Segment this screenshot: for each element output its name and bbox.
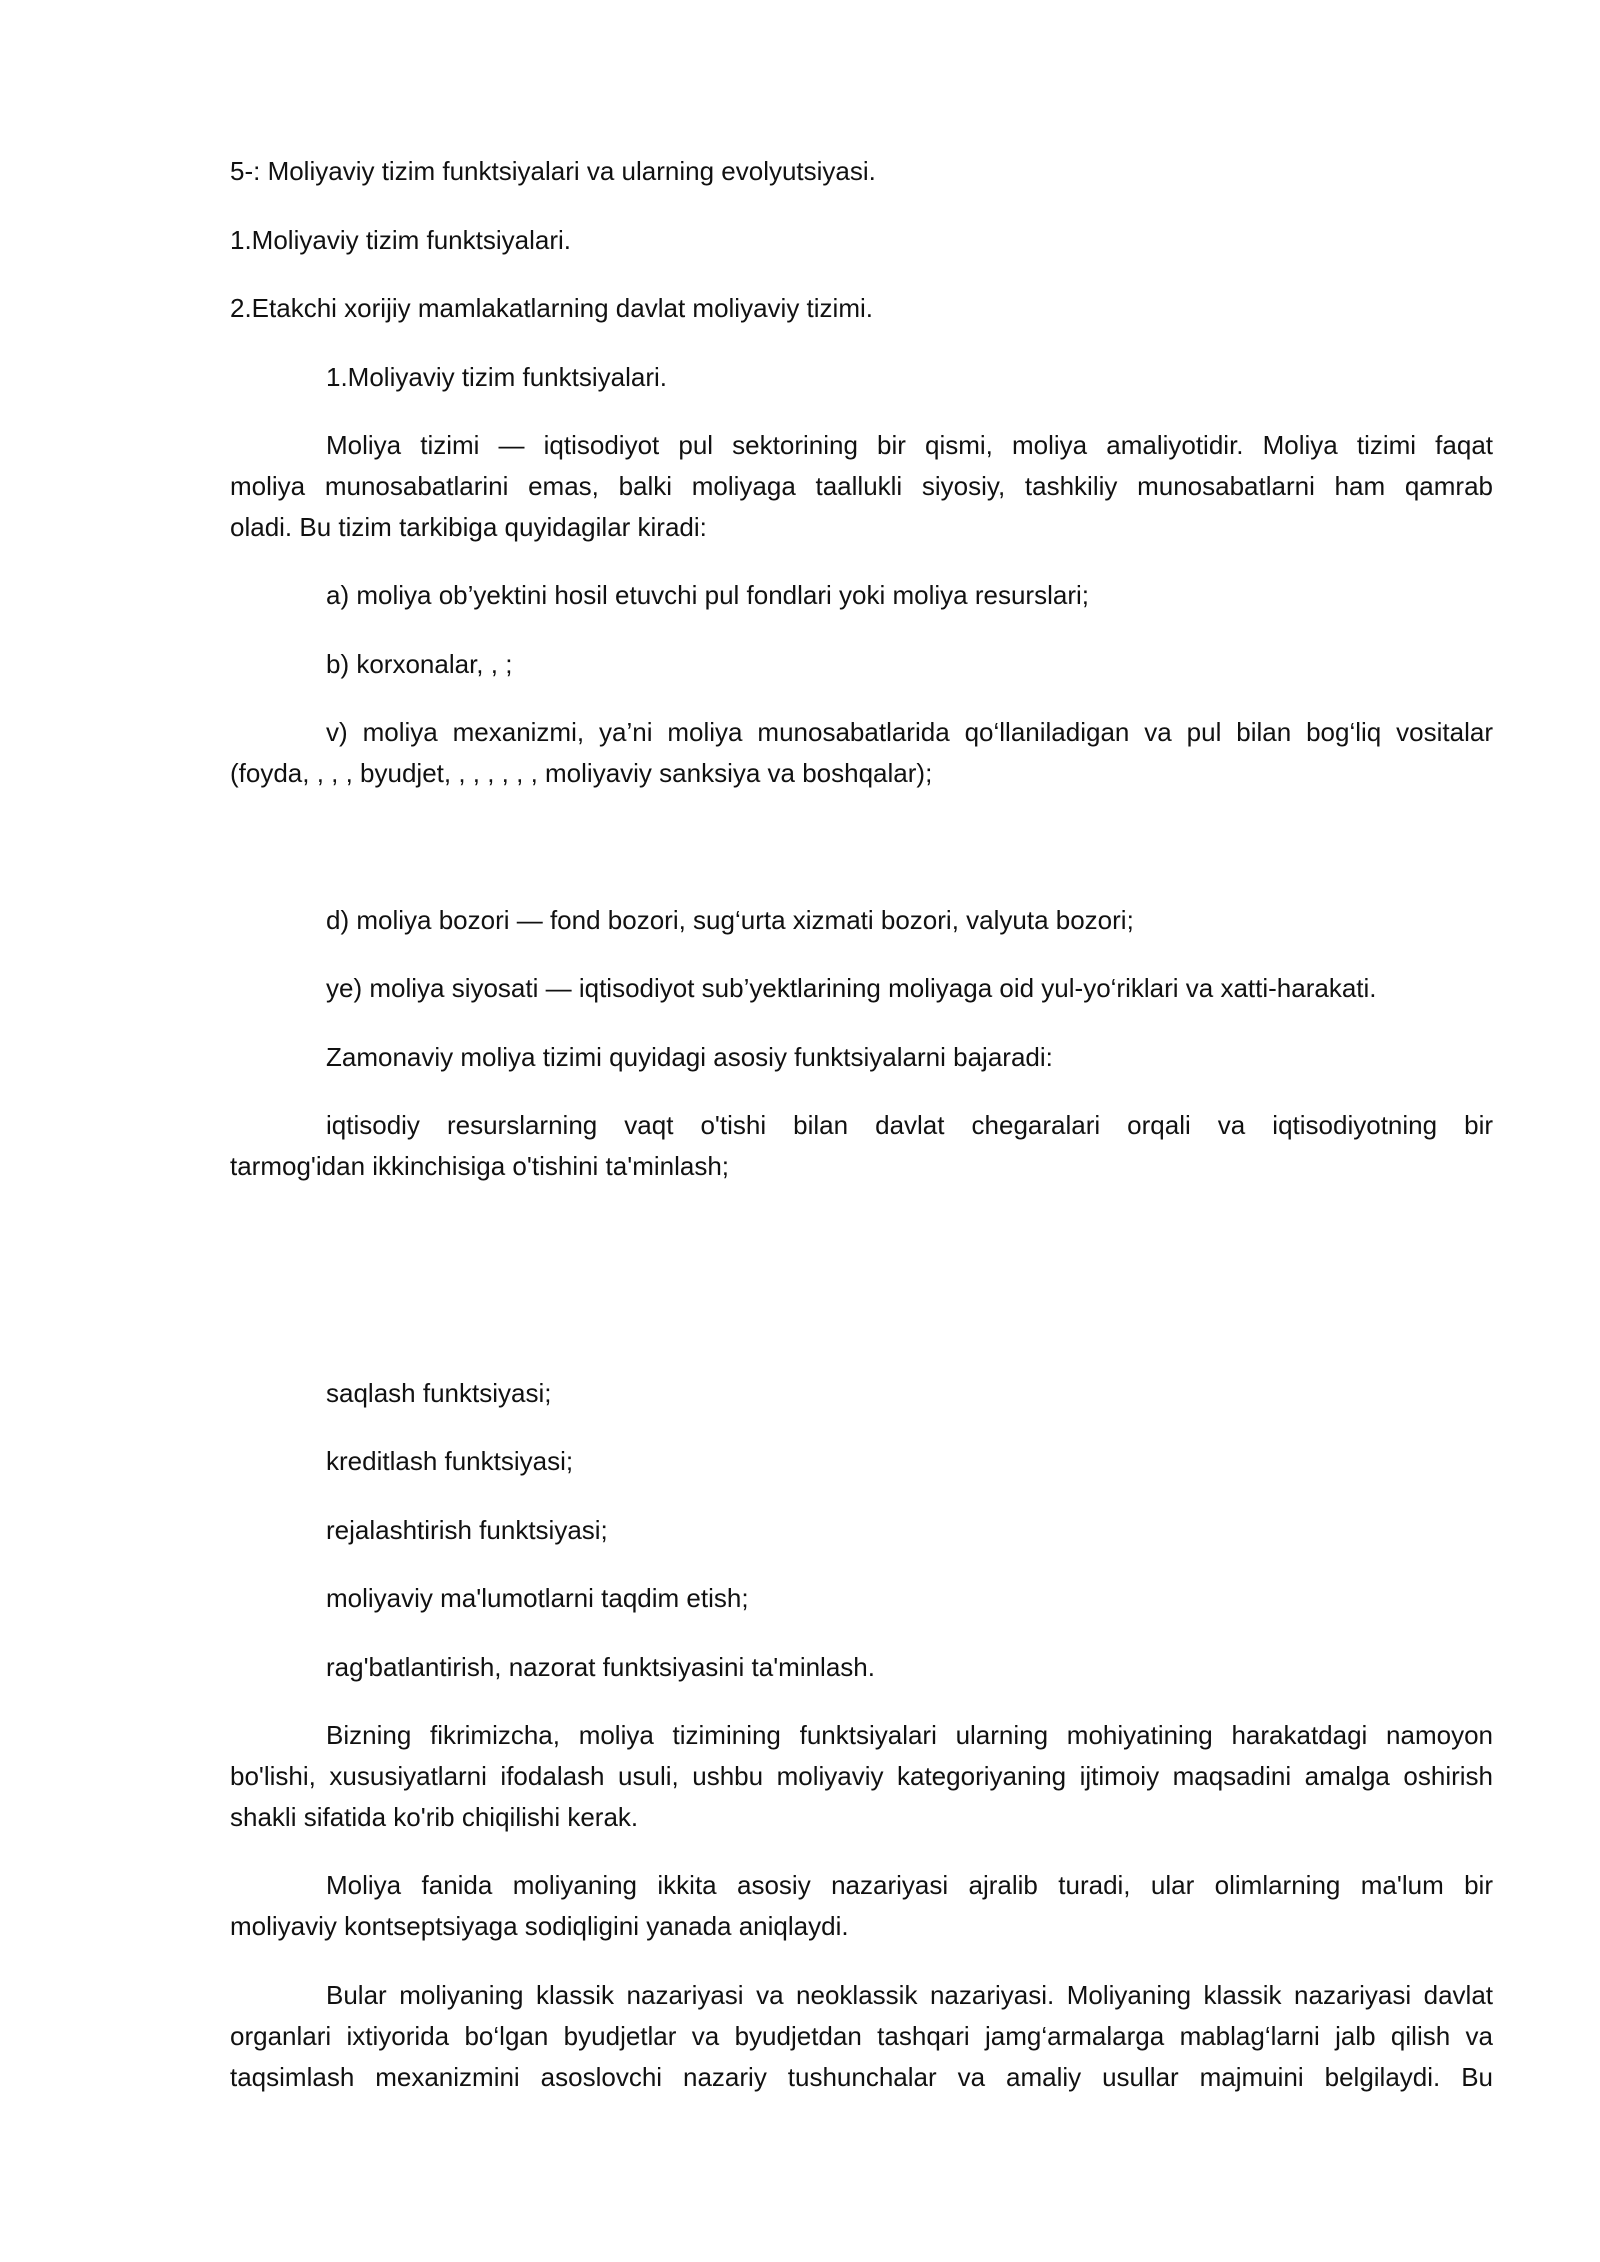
paragraph-line: organlari ixtiyorida bo‘lgan byudjetlar va byudjetdan tashqari jamg‘armalarga mablag‘larni jalb qilish va: [230, 2021, 1493, 2051]
paragraph-line: Bular moliyaning klassik nazariyasi va neoklassik nazariyasi. Moliyaning klassik nazariyasi davlat: [326, 1980, 1493, 2010]
function-item-malumotlar: moliyaviy ma'lumotlarni taqdim etish;: [326, 1583, 749, 1613]
list-item-a: a) moliya ob’yektini hosil etuvchi pul fondlari yoki moliya resurslari;: [326, 580, 1089, 610]
function-item-kreditlash: kreditlash funktsiyasi;: [326, 1446, 574, 1476]
paragraph-line: oladi. Bu tizim tarkibiga quyidagilar kiradi:: [230, 512, 707, 542]
paragraph-line: (foyda, , , , byudjet, , , , , , , moliyaviy sanksiya va boshqalar);: [230, 758, 933, 788]
outline-item-2: 2.Etakchi xorijiy mamlakatlarning davlat moliyaviy tizimi.: [230, 293, 873, 323]
paragraph-line: shakli sifatida ko'rib chiqilishi kerak.: [230, 1802, 639, 1832]
function-item-saqlash: saqlash funktsiyasi;: [326, 1378, 552, 1408]
functions-intro: Zamonaviy moliya tizimi quyidagi asosiy funktsiyalarni bajaradi:: [326, 1042, 1053, 1072]
list-item-d: d) moliya bozori — fond bozori, sug‘urta xizmati bozori, valyuta bozori;: [326, 905, 1134, 935]
paragraph-line: v) moliya mexanizmi, ya’ni moliya munosabatlarida qo‘llaniladigan va pul bilan bog‘liq vositalar: [326, 717, 1493, 747]
paragraph-line: tarmog'idan ikkinchisiga o'tishini ta'minlash;: [230, 1151, 730, 1181]
paragraph-line: Moliya tizimi — iqtisodiyot pul sektorining bir qismi, moliya amaliyotidir. Moliya tizimi faqat: [326, 430, 1493, 460]
paragraph-line: taqsimlash mexanizmini asoslovchi nazariy tushunchalar va amaliy usullar majmuini belgilaydi. Bu: [230, 2062, 1493, 2092]
outline-item-1: 1.Moliyaviy tizim funktsiyalari.: [230, 225, 571, 255]
paragraph-line: Bizning fikrimizcha, moliya tizimining funktsiyalari ularning mohiyatining harakatdagi namoyon: [326, 1720, 1493, 1750]
paragraph-line: moliya munosabatlarini emas, balki moliyaga taallukli siyosiy, tashkiliy munosabatlarni ham qamrab: [230, 471, 1493, 501]
function-item-rejalashtirish: rejalashtirish funktsiyasi;: [326, 1515, 608, 1545]
paragraph-line: Moliya fanida moliyaning ikkita asosiy nazariyasi ajralib turadi, ular olimlarning ma'lum bir: [326, 1870, 1493, 1900]
document-heading: 5-: Moliyaviy tizim funktsiyalari va ularning evolyutsiyasi.: [230, 156, 876, 186]
section-title: 1.Moliyaviy tizim funktsiyalari.: [326, 362, 667, 392]
paragraph-line: iqtisodiy resurslarning vaqt o'tishi bilan davlat chegaralari orqali va iqtisodiyotning bir: [326, 1110, 1493, 1140]
function-item-ragbatlantirish: rag'batlantirish, nazorat funktsiyasini ta'minlash.: [326, 1652, 875, 1682]
list-item-b: b) korxonalar, , ;: [326, 649, 513, 679]
paragraph-line: bo'lishi, xususiyatlarni ifodalash usuli, ushbu moliyaviy kategoriyaning ijtimoiy maqsadini amalga oshirish: [230, 1761, 1493, 1791]
paragraph-line: moliyaviy kontseptsiyaga sodiqligini yanada aniqlaydi.: [230, 1911, 849, 1941]
list-item-ye: ye) moliya siyosati — iqtisodiyot sub’yektlarining moliyaga oid yul-yo‘riklari va xatti-harakati.: [326, 973, 1377, 1003]
